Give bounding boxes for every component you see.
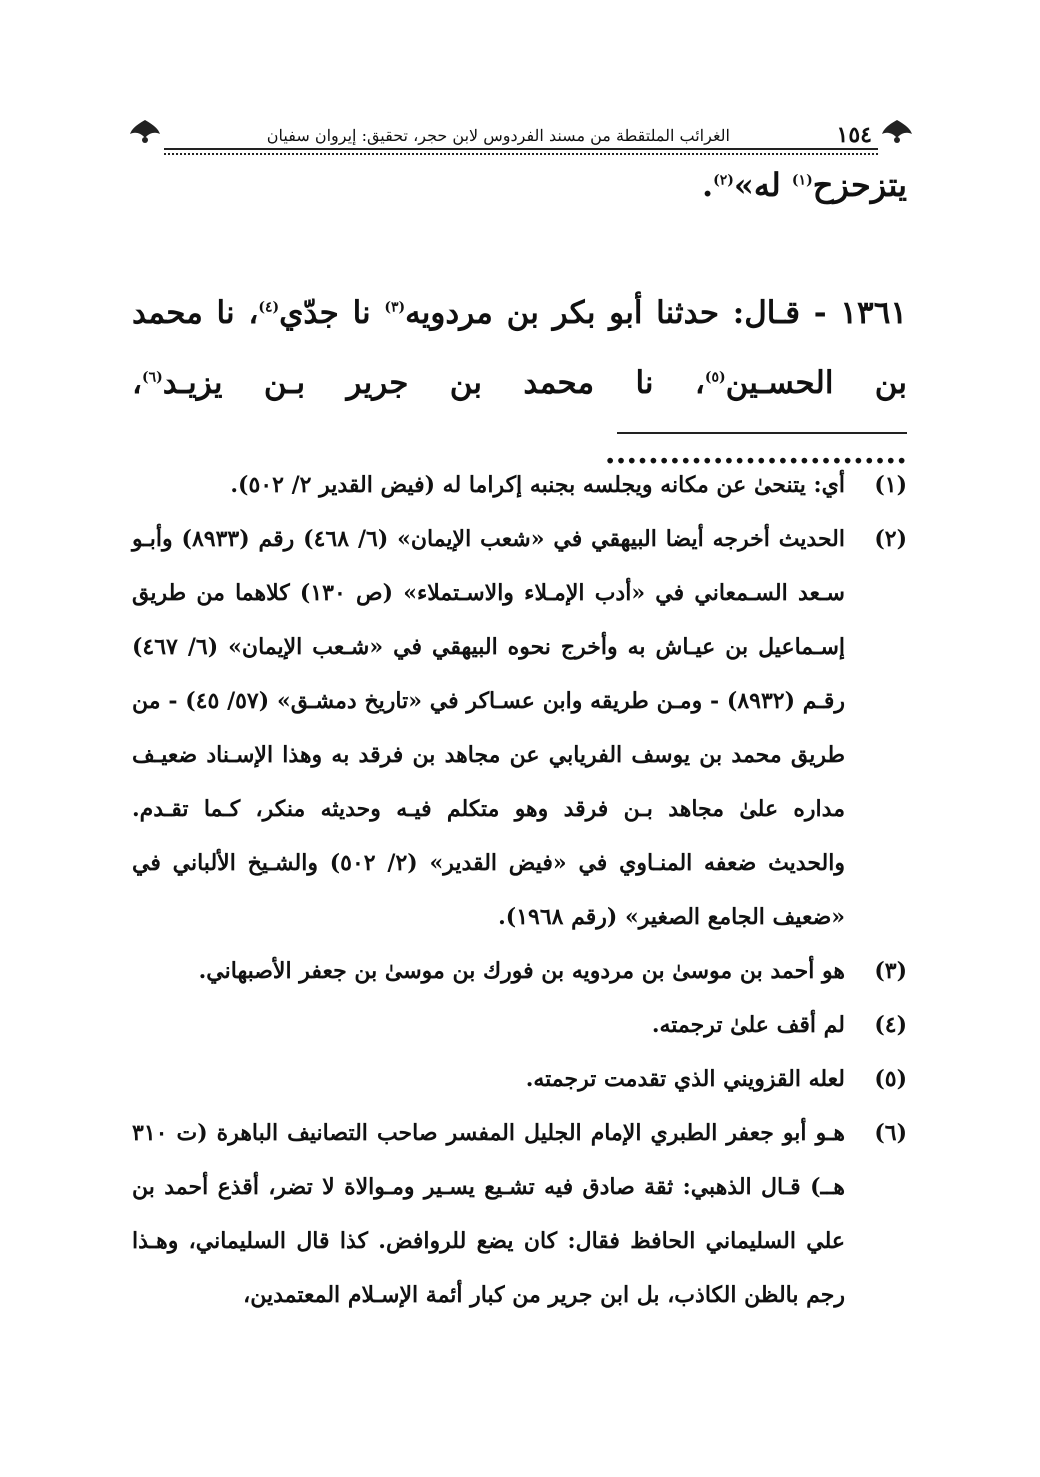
footnote-number: (١) — [874, 472, 907, 498]
footnote-text: هو أحمد بن موسىٰ بن مردويه بن فورك بن موسىٰ بن جعفر الأصبهاني. — [198, 958, 845, 984]
footnote-number: (٥) — [874, 1066, 907, 1092]
footnote-text: هـو أبو جعفر الطبري الإمام الجليل المفسر صاحب التصانيف الباهرة (ت ٣١٠ هــ) قـال الذهبي: ثقة صادق فيه تشـيع يسـير ومـوالاة لا تضر، أقذع أحمد بن علي السليماني الحافظ فقال: كان يضع للروافض. كذا قال السليماني، وهـذا رجم بالظن الكاذب، بل ابن جرير من كبار أئمة الإسـلام المعتمدين، — [132, 1120, 845, 1308]
ornament-icon — [128, 118, 162, 144]
footnote-text: الحديث أخرجه أيضا البيهقي في «شعب الإيمان» (٦/ ٤٦٨) رقم (٨٩٣٣) وأبـو سـعد السـمعاني في «أدب الإمـلاء والاسـتملاء» (ص ١٣٠) كلاهما من طريق إسـماعيل بن عيـاش به وأخرج نحوه البيهقي في «شـعب الإيمان» (٦/ ٤٦٧) رقـم (٨٩٣٢) - ومـن طريقه وابن عسـاكر في «تاريخ دمشـق» (٥٧/ ٤٥) - من طريق محمد بن يوسف الفريابي عن مجاهد بن فرقد به وهذا الإسـناد ضعيـف مداره علىٰ مجاهد بـن فرقد وهو متكلم فيـه وحديثه منكر، كـما تقـدم. والحديث ضعفه المنـاوي في «فيض القدير» (٢/ ٥٠٢) والشـيخ الألباني في «ضعيف الجامع الصغير» (رقم ١٩٦٨). — [132, 526, 846, 930]
header-title: الغرائب الملتقطة من مسند الفردوس لابن حجر، تحقيق: إيروان سفيان — [266, 126, 730, 145]
footnote — [132, 1106, 907, 1322]
footnote-marker: (٢) — [713, 172, 734, 189]
hadith-paragraph — [132, 278, 907, 488]
text-fragment: نا جدّي — [279, 295, 385, 331]
footnote — [132, 998, 907, 1052]
text-fragment: ، — [132, 365, 143, 401]
footnote-text: لعله القزويني الذي تقدمت ترجمته. — [525, 1066, 845, 1092]
footnote-marker: (٣) — [384, 299, 406, 316]
footnotes — [132, 458, 907, 1322]
footnote-number: (٤) — [874, 1012, 907, 1038]
footnote-text: أي: يتنحىٰ عن مكانه ويجلسه بجنبه إكراما له (فيض القدير ٢/ ٥٠٢). — [230, 472, 845, 498]
footnote-number: (٦) — [874, 1120, 907, 1146]
text-fragment: ، نا محمد بن جرير بـن يزيـد — [162, 365, 705, 401]
footnote — [132, 944, 907, 998]
footnote-marker: (٦) — [142, 369, 163, 386]
footnote-marker: (١) — [791, 172, 813, 189]
ornament-icon — [880, 118, 914, 144]
header-rule — [164, 148, 878, 150]
footnote-marker: (٤) — [258, 299, 280, 316]
text-fragment: . — [701, 166, 714, 204]
text-fragment: ١٣٦١ - قـال: حدثنا أبو بكر بن مردويه — [405, 295, 908, 331]
footnote-marker: (٥) — [704, 369, 726, 386]
text-fragment: ، نا محمد بن الحسـين — [132, 295, 907, 401]
text-fragment: له» — [733, 166, 792, 204]
footnote-text: لم أقف علىٰ ترجمته. — [651, 1012, 845, 1038]
text-fragment: يتزحزح — [812, 166, 907, 204]
footnote-separator — [617, 432, 907, 434]
footnote-number: (٢) — [874, 526, 907, 552]
header-dotted-rule — [164, 153, 878, 155]
continuation-line — [132, 166, 907, 204]
footnote — [132, 458, 907, 512]
dotted-leader: ............................ — [604, 435, 907, 471]
footnote — [132, 512, 907, 944]
running-header — [128, 112, 914, 152]
footnote-number: (٣) — [874, 958, 907, 984]
page-number: ١٥٤ — [836, 122, 872, 148]
footnote — [132, 1052, 907, 1106]
